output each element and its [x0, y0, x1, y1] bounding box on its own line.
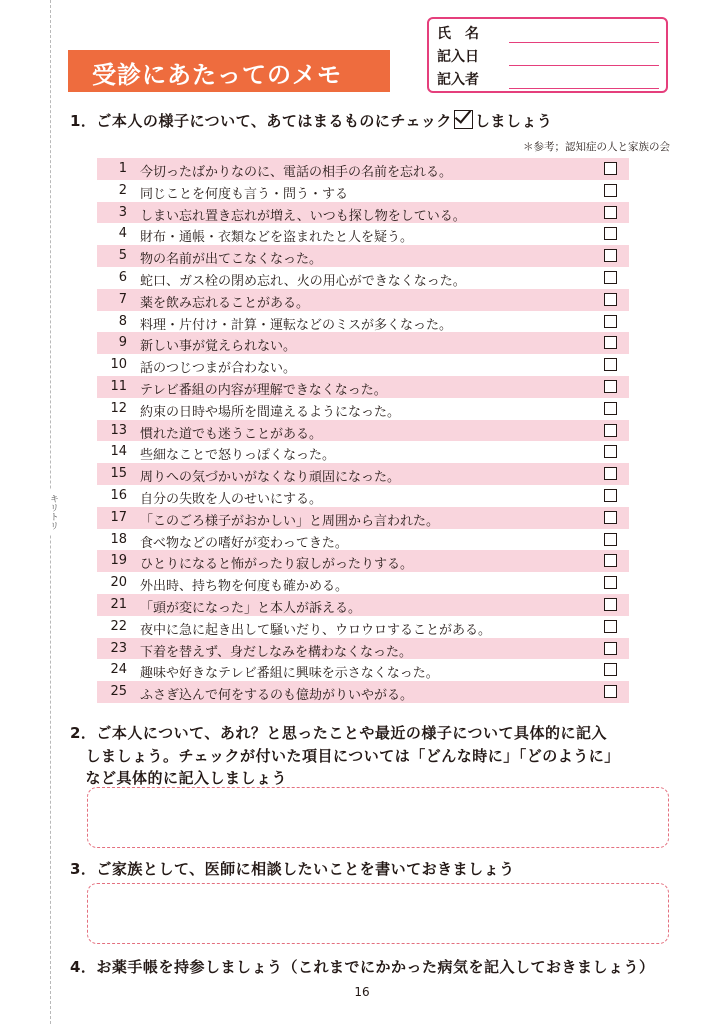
checklist-item	[97, 681, 629, 703]
item-text: 趣味や好きなテレビ番組に興味を示さなくなった。	[140, 666, 439, 682]
item-number: 12	[110, 400, 127, 416]
item-text: 料理・片付け・計算・運転などのミスが多くなった。	[140, 317, 453, 333]
item-number: 22	[110, 618, 127, 634]
checklist-item	[97, 223, 629, 245]
item-number: 2	[118, 182, 127, 198]
item-checkbox[interactable]	[604, 206, 617, 219]
item-text: 些細なことで怒りっぽくなった。	[140, 448, 336, 464]
item-text: 周りへの気づかいがなくなり頑固になった。	[140, 470, 401, 486]
item-text: 物の名前が出てこなくなった。	[140, 252, 323, 268]
item-checkbox[interactable]	[604, 663, 617, 676]
item-checkbox[interactable]	[604, 554, 617, 567]
item-checkbox[interactable]	[604, 489, 617, 502]
item-number: 1	[118, 161, 127, 176]
checklist-item	[97, 550, 629, 572]
section3-heading: 3．ご家族として、医師に相談したいことを書いておきましょう	[70, 860, 515, 878]
checklist-item	[97, 158, 629, 180]
reference-note: ＊参考；認知症の人と家族の会	[523, 141, 670, 153]
item-text: 約束の日時や場所を間違えるようになった。	[140, 404, 401, 420]
item-number: 5	[118, 248, 127, 264]
checklist-item	[97, 289, 629, 311]
name-line	[509, 42, 659, 43]
checklist	[97, 158, 629, 703]
checklist-item	[97, 420, 629, 442]
item-checkbox[interactable]	[604, 162, 617, 175]
item-checkbox[interactable]	[604, 402, 617, 415]
item-number: 18	[110, 531, 127, 547]
item-number: 20	[110, 575, 127, 591]
item-checkbox[interactable]	[604, 249, 617, 262]
item-text: 外出時、持ち物を何度も確かめる。	[140, 579, 349, 595]
checklist-item	[97, 594, 629, 616]
name-row[interactable]	[437, 23, 663, 45]
item-number: 21	[110, 596, 127, 612]
item-text: ふさぎ込んで何をするのも億劫がりいやがる。	[140, 688, 414, 704]
item-checkbox[interactable]	[604, 380, 617, 393]
item-number: 23	[110, 640, 127, 656]
item-number: 7	[118, 291, 127, 307]
item-checkbox[interactable]	[604, 533, 617, 546]
writer-label: 記入者	[437, 72, 479, 88]
item-checkbox[interactable]	[604, 598, 617, 611]
checklist-item	[97, 245, 629, 267]
section2-line2: しましょう。チェックが付いた項目については「どんな時に」「どのように」	[70, 746, 620, 765]
item-checkbox[interactable]	[604, 467, 617, 480]
item-number: 19	[110, 553, 127, 569]
section2-line3: など具体的に記入しましょう	[70, 769, 288, 787]
item-text: 慣れた道でも迷うことがある。	[140, 426, 323, 442]
item-checkbox[interactable]	[604, 445, 617, 458]
item-number: 14	[110, 444, 127, 460]
item-number: 25	[110, 684, 127, 700]
item-checkbox[interactable]	[604, 184, 617, 197]
item-checkbox[interactable]	[604, 685, 617, 698]
checklist-item	[97, 638, 629, 660]
checklist-item	[97, 485, 629, 507]
item-text: ひとりになると怖がったり寂しがったりする。	[140, 557, 414, 573]
name-label: 氏 名	[437, 26, 479, 42]
item-checkbox[interactable]	[604, 293, 617, 306]
date-row[interactable]	[437, 46, 663, 68]
item-number: 24	[110, 662, 127, 678]
item-text: 話のつじつまが合わない。	[140, 361, 297, 377]
checklist-item	[97, 398, 629, 420]
writer-line	[509, 88, 659, 89]
item-text: 夜中に急に起き出して騒いだり、ウロウロすることがある。	[140, 622, 492, 638]
section4-heading: 4．お薬手帳を持参しましょう（これまでにかかった病気を記入しておきましょう）	[70, 958, 655, 976]
section1-heading	[70, 110, 552, 131]
name-box	[427, 17, 668, 93]
cut-label: キリトリ	[40, 490, 60, 534]
item-checkbox[interactable]	[604, 424, 617, 437]
item-text: 財布・通帳・衣類などを盗まれたと人を疑う。	[140, 230, 414, 246]
item-number: 8	[118, 313, 127, 329]
item-text: 「頭が変になった」と本人が訴える。	[140, 600, 362, 616]
memo-box-section3[interactable]	[87, 883, 669, 944]
item-number: 4	[118, 226, 127, 242]
checklist-item	[97, 202, 629, 224]
title-band	[68, 50, 390, 92]
item-number: 10	[110, 357, 127, 373]
page-title: 受診にあたってのメモ	[92, 61, 342, 89]
section2-line1: 2．ご本人について、あれ？と思ったことや最近の様子について具体的に記入	[70, 724, 608, 742]
checklist-item	[97, 311, 629, 333]
item-text: 薬を飲み忘れることがある。	[140, 295, 310, 311]
checklist-item	[97, 441, 629, 463]
checklist-item	[97, 354, 629, 376]
date-label: 記入日	[437, 49, 479, 65]
item-checkbox[interactable]	[604, 358, 617, 371]
item-checkbox[interactable]	[604, 227, 617, 240]
item-checkbox[interactable]	[604, 271, 617, 284]
item-text: 同じことを何度も言う・問う・する	[140, 186, 349, 202]
section2-heading	[70, 722, 620, 790]
item-text: 新しい事が覚えられない。	[140, 339, 297, 355]
checkmark-icon	[454, 110, 473, 129]
item-number: 17	[110, 509, 127, 525]
checklist-item	[97, 376, 629, 398]
item-text: 今切ったばかりなのに、電話の相手の名前を忘れる。	[140, 165, 453, 180]
item-checkbox[interactable]	[604, 576, 617, 589]
section1-heading-text: 1．ご本人の様子について、あてはまるものにチェック	[70, 112, 452, 130]
item-checkbox[interactable]	[604, 642, 617, 655]
item-number: 11	[110, 378, 127, 394]
item-text: 自分の失敗を人のせいにする。	[140, 491, 323, 507]
item-text: 食べ物などの嗜好が変わってきた。	[140, 535, 348, 551]
checklist-item	[97, 529, 629, 551]
item-number: 3	[118, 204, 127, 220]
item-number: 13	[110, 422, 127, 438]
item-text: 蛇口、ガス栓の閉め忘れ、火の用心ができなくなった。	[140, 273, 466, 289]
item-number: 16	[110, 487, 127, 503]
checklist-item	[97, 180, 629, 202]
item-number: 15	[110, 466, 127, 482]
item-number: 9	[118, 335, 127, 351]
checklist-item	[97, 507, 629, 529]
item-text: 「このごろ様子がおかしい」と周囲から言われた。	[140, 513, 440, 529]
checklist-item	[97, 572, 629, 594]
checklist-item	[97, 659, 629, 681]
page-number: 16	[354, 985, 370, 999]
item-text: しまい忘れ置き忘れが増え、いつも探し物をしている。	[140, 208, 466, 224]
checklist-item	[97, 332, 629, 354]
date-line	[509, 65, 659, 66]
section1-heading-tail: しましょう	[474, 112, 553, 130]
item-checkbox[interactable]	[604, 511, 617, 524]
writer-row[interactable]	[437, 69, 663, 91]
item-checkbox[interactable]	[604, 315, 617, 328]
item-text: 下着を替えず、身だしなみを構わなくなった。	[140, 644, 412, 660]
checklist-item	[97, 267, 629, 289]
memo-box-section2[interactable]	[87, 787, 669, 848]
item-number: 6	[118, 269, 127, 285]
checklist-item	[97, 463, 629, 485]
item-checkbox[interactable]	[604, 620, 617, 633]
item-text: テレビ番組の内容が理解できなくなった。	[140, 382, 387, 398]
checklist-item	[97, 616, 629, 638]
item-checkbox[interactable]	[604, 336, 617, 349]
